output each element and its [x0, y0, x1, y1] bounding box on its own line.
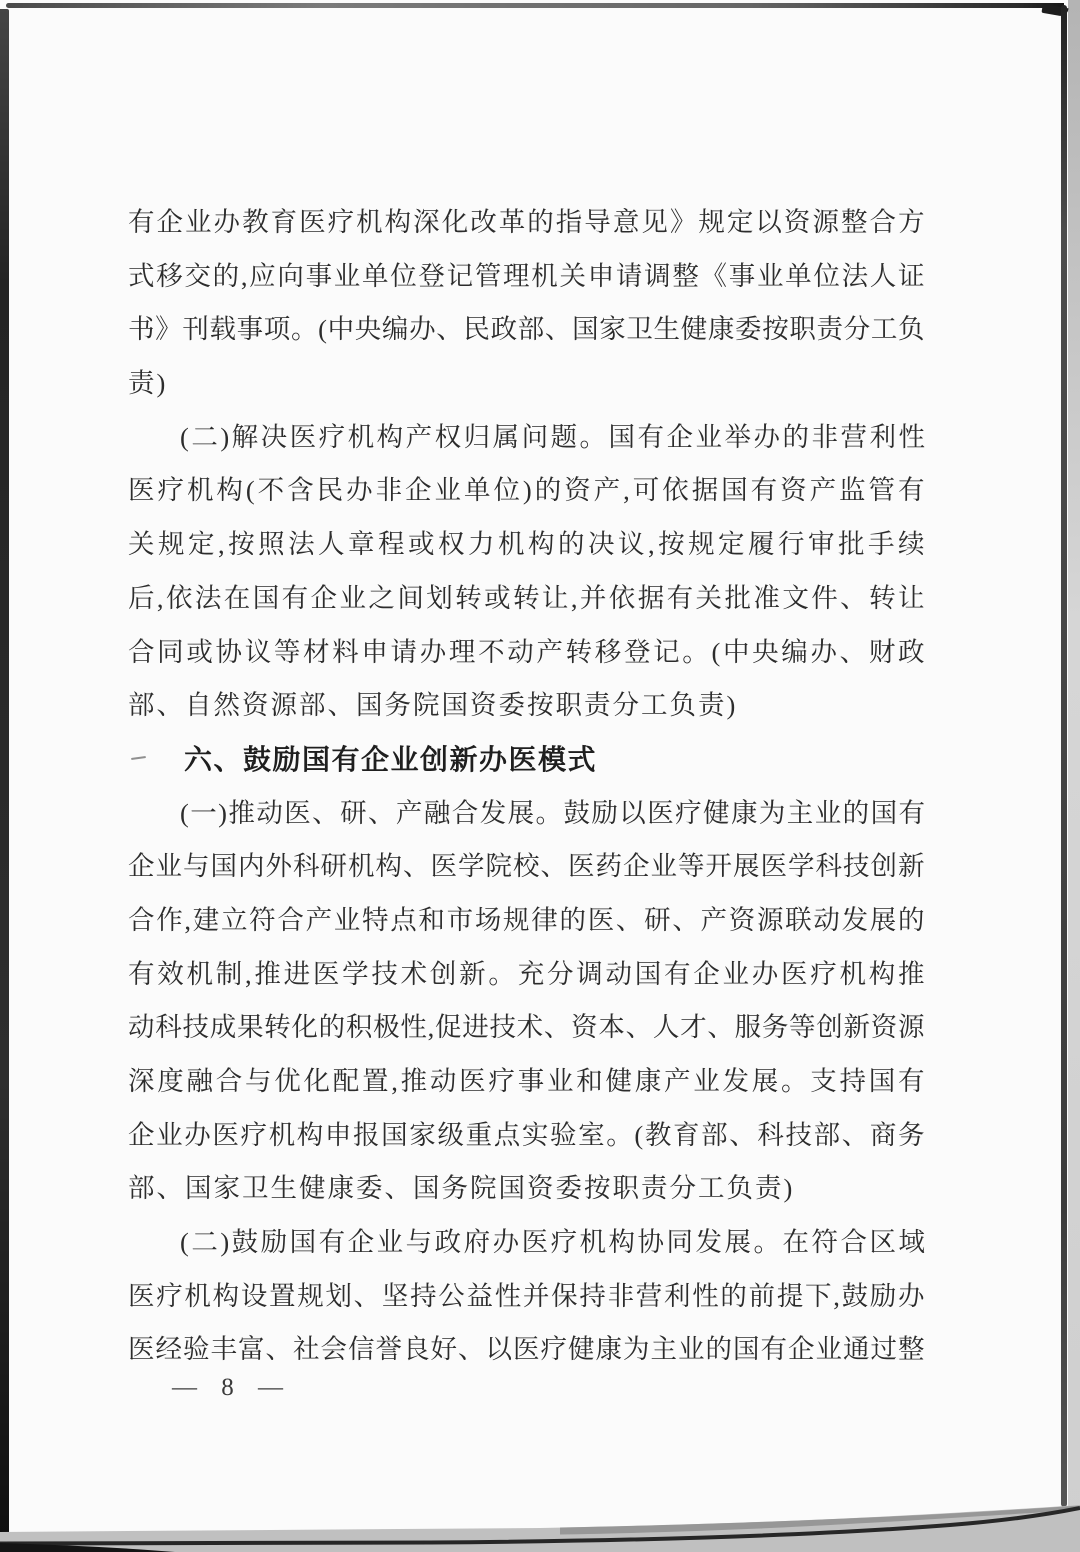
text-line: 部、国家卫生健康委、国务院国资委按职责分工负责) [128, 1173, 795, 1204]
text-line: 式移交的,应向事业单位登记管理机关申请调整《事业单位法人证 [128, 260, 925, 291]
text-line: 动科技成果转化的积极性,促进技术、资本、人才、服务等创新资源 [128, 1012, 925, 1043]
scan-left-edge-bar [0, 9, 9, 1537]
scan-right-edge-line [1061, 5, 1067, 1507]
text-line: 深度融合与优化配置,推动医疗事业和健康产业发展。支持国有 [128, 1066, 925, 1096]
text-line: 书》刊载事项。(中央编办、民政部、国家卫生健康委按职责分工负 [128, 314, 925, 345]
text-line: 有效机制,推进医学技术创新。充分调动国有企业办医疗机构推 [128, 958, 925, 989]
text-line: 关规定,按照法人章程或权力机构的决议,按规定履行审批手续 [128, 529, 925, 560]
text-line: 医疗机构(不含民办非企业单位)的资产,可依据国有资产监管有 [128, 475, 925, 506]
text-line: 医经验丰富、社会信誉良好、以医疗健康为主业的国有企业通过整 [128, 1334, 925, 1365]
text-line: 后,依法在国有企业之间划转或转让,并依据有关批准文件、转让 [128, 582, 925, 613]
text-line: 企业办医疗机构申报国家级重点实验室。(教育部、科技部、商务 [128, 1119, 925, 1150]
scan-bottom-edge [0, 1470, 1080, 1552]
document-lines [128, 196, 925, 1377]
text-line: 企业与国内外科研机构、医学院校、医药企业等开展医学科技创新 [128, 851, 925, 882]
text-line: 责) [128, 368, 168, 399]
text-line: 合同或协议等材料申请办理不动产转移登记。(中央编办、财政 [128, 636, 925, 667]
text-line: (二)解决医疗机构产权归属问题。国有企业举办的非营利性 [180, 421, 925, 452]
text-line: 部、自然资源部、国务院国资委按职责分工负责) [128, 690, 738, 721]
page-number: — 8 — [172, 1374, 292, 1401]
text-line: (一)推动医、研、产融合发展。鼓励以医疗健康为主业的国有 [180, 797, 925, 828]
text-line: 医疗机构设置规划、坚持公益性并保持非营利性的前提下,鼓励办 [128, 1280, 925, 1311]
text-line: (二)鼓励国有企业与政府办医疗机构协同发展。在符合区域 [180, 1227, 925, 1258]
text-line: 合作,建立符合产业特点和市场规律的医、研、产资源联动发展的 [128, 904, 925, 935]
section-heading: 六、鼓励国有企业创新办医模式 [184, 743, 598, 775]
text-line: 有企业办教育医疗机构深化改革的指导意见》规定以资源整合方 [128, 207, 925, 237]
scan-top-edge-line [6, 3, 1064, 8]
scan-right-paper-edge [1068, 0, 1080, 1552]
